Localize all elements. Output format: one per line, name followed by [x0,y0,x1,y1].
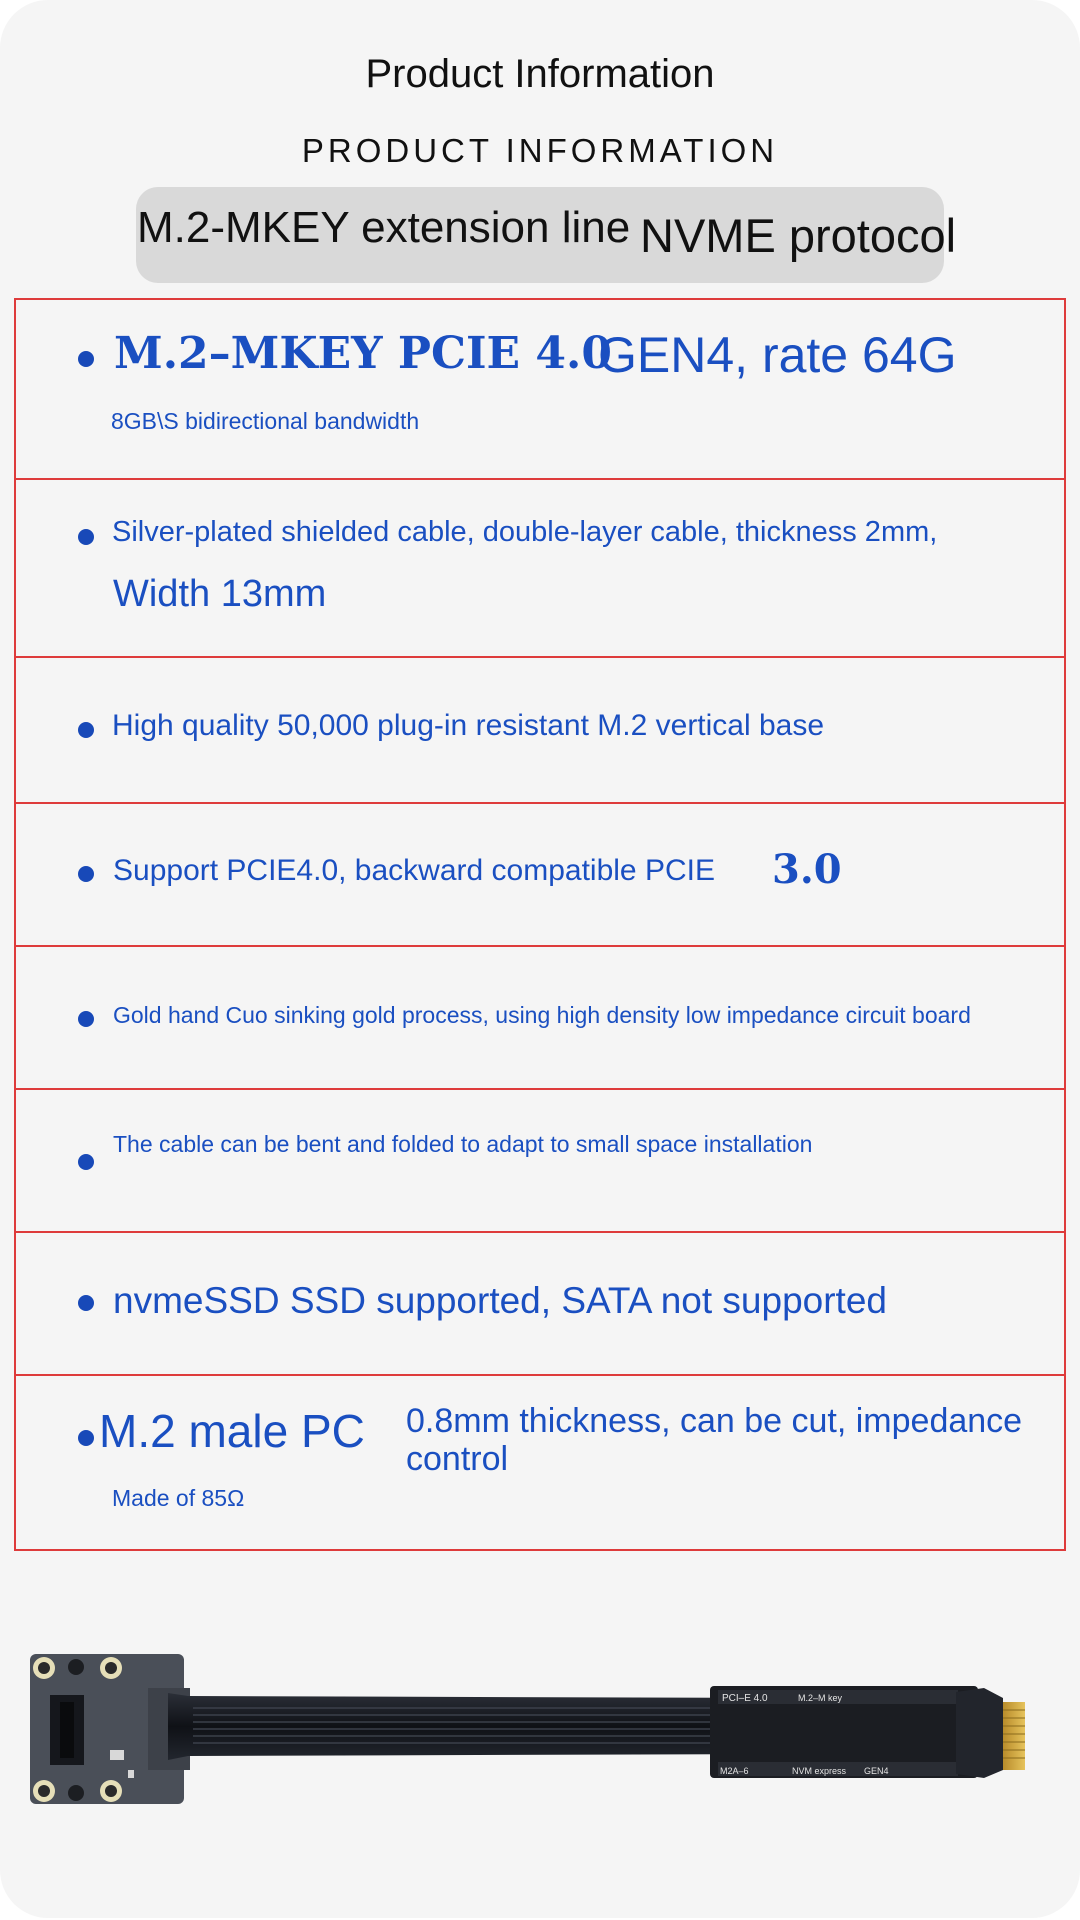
feature-7-text: nvmeSSD SSD supported, SATA not supported [113,1280,887,1321]
bullet-icon [78,1011,94,1027]
banner-left-text: M.2-MKEY extension line [137,203,631,252]
feature-3-text: High quality 50,000 plug-in resistant M.2 vertical base [112,709,825,742]
feature-1-text: GEN4, rate 64G [598,327,957,383]
feature-8-big-text: M.2 male PC [99,1405,365,1457]
feature-4-bold: 3.0 [772,846,842,893]
feature-row-4 [16,804,1064,947]
bullet-icon [78,1154,94,1170]
feature-8-subtext: Made of 85Ω [112,1485,245,1511]
feature-row-8 [16,1376,1064,1551]
feature-row-2 [16,480,1064,658]
label-m2a: M2A–6 [720,1766,749,1776]
label-gen4: GEN4 [864,1766,889,1776]
ribbon-cable [168,1693,788,1760]
bullet-icon [78,722,94,738]
feature-5-text: Gold hand Cuo sinking gold process, using high density low impedance circuit board [113,1002,971,1028]
feature-row-7 [16,1233,1064,1376]
feature-8-right-line-1: 0.8mm thickness, can be cut, impedance [406,1402,1023,1440]
feature-2-line-1: Silver-plated shielded cable, double-layer cable, thickness 2mm, [112,516,938,548]
bullet-icon [78,529,94,545]
product-image [28,1650,1030,1810]
feature-row-3 [16,658,1064,804]
page-subtitle: PRODUCT INFORMATION [301,132,779,169]
feature-4-text: Support PCIE4.0, backward compatible PCIE [113,854,715,887]
label-nvm: NVM express [792,1766,847,1776]
gold-fingers [1003,1702,1025,1770]
feature-1-bold: M.2–MKEY PCIE 4.0 [114,328,612,379]
banner-right-text: NVME protocol [640,209,957,262]
feature-8-right-line-2: control [406,1440,509,1478]
feature-1-subtext: 8GB\S bidirectional bandwidth [111,408,420,434]
feature-table [14,298,1066,1551]
page-title: Product Information [365,52,715,96]
feature-row-5 [16,947,1064,1090]
label-mkey: M.2–M key [798,1693,843,1703]
feature-2-line-2: Width 13mm [113,573,327,615]
feature-row-1 [16,300,1064,480]
bullet-icon [78,1295,94,1311]
bullet-icon [78,866,94,882]
label-pcie: PCI–E 4.0 [722,1693,768,1704]
bullet-icon [78,1430,94,1446]
bullet-icon [78,351,94,367]
feature-row-6 [16,1090,1064,1233]
feature-6-text: The cable can be bent and folded to adapt to small space installation [113,1131,813,1157]
